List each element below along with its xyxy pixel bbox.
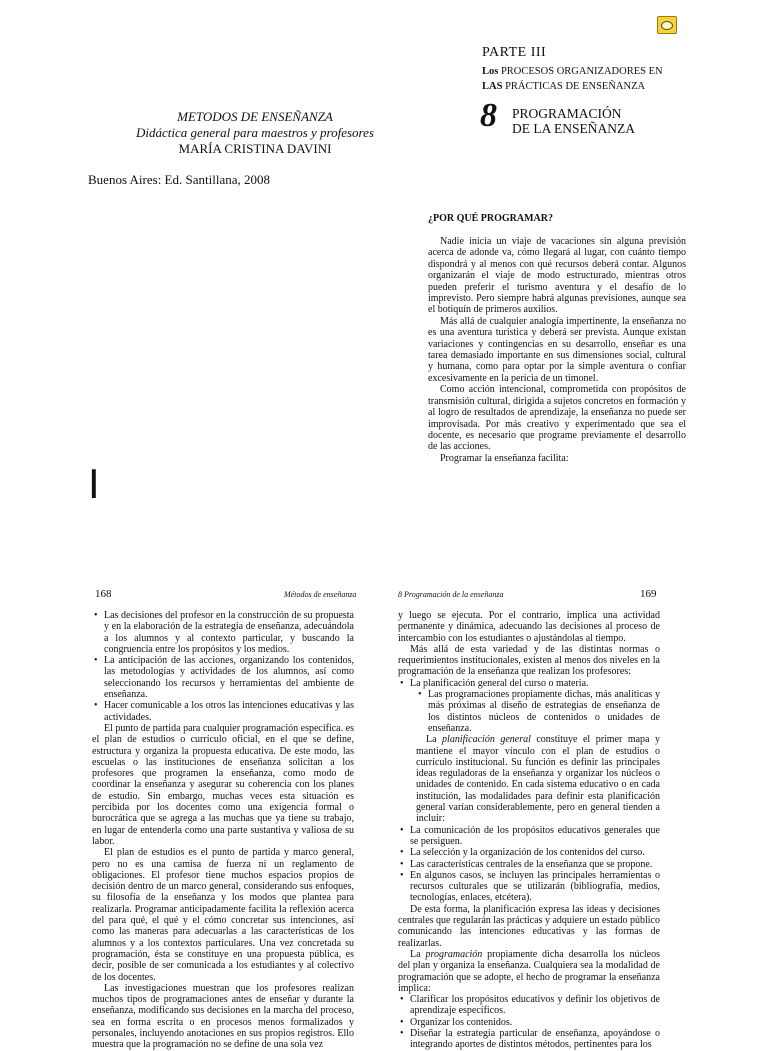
running-head-right: 8 Programación de la enseñanza (398, 590, 504, 599)
body-paragraph: y luego se ejecuta. Por el contrario, implica una actividad permanente y dinámica, adecuando las decisiones al proceso de intercambio con los estudiantes o ajustándolas al tiempo. (398, 610, 660, 644)
levels-list (398, 678, 660, 734)
list-item: • Las programaciones propiamente dichas, más analíticas y más próximas al diseño de estrategias de enseñanza de los distintos núcleos de contenidos o unidades de enseñanza. (398, 689, 660, 734)
list-item: • La selección y la organización de los contenidos del curso. (398, 847, 660, 858)
list-item: • La comunicación de los propósitos educativos generales que se persiguen. (398, 825, 660, 848)
book-subtitle: Didáctica general para maestros y profesores (136, 125, 374, 140)
page-number-left: 168 (95, 588, 112, 600)
intro-paragraph: Como acción intencional, comprometida con propósitos de transmisión cultural, dirigida a sujetos concretos en formación y al logro de resultados de aprendizaje, la enseñanza no puede ser improvisada. Por más creativo y experimentado que sea el docente, es necesario que programe previamente el desarrollo de las acciones. (428, 384, 686, 453)
part-title: PARTE III (482, 45, 547, 60)
chapter-title: PROGRAMACIÓN DE LA ENSEÑANZA (512, 106, 635, 136)
body-paragraph: El plan de estudios es el punto de partida y marco general, pero no es una camisa de fuerza ni un reglamento de obligaciones. El profesor tiene muchos espacios propios de decisión dentro de un marco general, considerando sus enfoques, su filosofía de la enseñanza y los modos que plantea para realizarla. Programar anticipadamente facilita la reflexión acerca del para qué, el qué y el cómo concretar sus intenciones, así como las maneras para adecuarlas a las características de los alumnos y a los contextos particulares. Una vez concretada su programación, ésta se constituye en una propuesta pública, es decir, posible de ser comunicada a los estudiantes y al colectivo de los docentes. (92, 847, 354, 983)
body-paragraph: Más allá de esta variedad y de las distintas normas o requerimientos institucionales, existen al menos dos niveles en la programación de la enseñanza que realizan los profesores: (398, 643, 660, 678)
publication-info: Buenos Aires: Ed. Santillana, 2008 (88, 172, 270, 187)
body-paragraph: El punto de partida para cualquier programación específica. es el plan de estudios o currículo oficial, en el que se define, estructura y organiza la propuesta educativa. De este modo, las escuelas o las instituciones de enseñanza solicitan a los profesores que programen la enseñanza, como modo de coordinar la enseñanza y asegurar su coherencia con los planes de estudio. Sin embargo, muchas veces esta situación es percibida por los docentes como una exigencia formal o burocrática que se agrega a las muchas que ya tiene su trabajo, en lugar de entenderla como una parte sustantiva y valiosa de su labor. (92, 722, 354, 847)
list-item: • En algunos casos, se incluyen las principales herramientas o recursos culturales que se utilizarán (bibliografía, medios, tecnologías, enlaces, etcétera). (398, 870, 660, 904)
implies-list (398, 994, 660, 1050)
intro-text (428, 236, 686, 464)
page-number-right: 169 (640, 588, 657, 600)
list-item: • Las decisiones del profesor en la construcción de su propuesta y en la elaboración de la estrategia de enseñanza, adecuándola a los alumnos y al contexto particular, y buscando la congruencia entre los propósitos y los medios. (92, 610, 354, 655)
list-item: • La anticipación de las acciones, organizando los contenidos, las metodologías y actividades de los alumnos, así como seleccionando los recursos y herramientas del ambiente de enseñanza. (92, 655, 354, 700)
intro-paragraph: Nadie inicia un viaje de vacaciones sin alguna previsión acerca de adonde va, cómo llegará al lugar, con cuánto tiempo dispondrá y al menos con qué recursos deberá contar. Algunos organizarán el viaje de modo estructurado, mientras otros pueden preferir el turismo aventura y el desafío de lo imprevisto. Pero siempre habrá algunas previsiones, aunque sea el botiquín de primeros auxilios. (428, 236, 686, 316)
book-author: MARÍA CRISTINA DAVINI (178, 141, 332, 156)
right-page-column (398, 610, 660, 1051)
list-item: • Clarificar los propósitos educativos y definir los objetivos de aprendizaje específicos. (398, 994, 660, 1017)
body-paragraph: La planificación general constituye el primer mapa y mantiene el mayor vínculo con el plan de estudios o currículo institucional. Su función es definir las principales ideas reguladoras de la enseñanza y organizar los núcleos o unidades de contenido. En cada sistema educativo o en cada institución, las modalidades para definir esta planificación general varían considerablemente, pero en general tienden a incluir: (416, 734, 660, 825)
running-head-left: Métodos de enseñanza (284, 590, 357, 599)
body-paragraph: Las investigaciones muestran que los profesores realizan muchos tipos de programaciones antes de enseñar y durante la enseñanza, modificando sus decisiones en la marcha del proceso, sea en forma escrita o en procesos menos formalizados y personales, incluyendo anotaciones en sus propios registros. Ello muestra que la programación no se define de una sola vez (92, 982, 354, 1051)
list-item: • Organizar los contenidos. (398, 1017, 660, 1028)
vertical-bar-glyph: I (88, 460, 100, 507)
body-paragraph: La programación propiamente dicha desarrolla los núcleos del plan y organiza la enseñanza. Cualquiera sea la modalidad de programación que se adopte, el hecho de programar la enseñanza implica: (398, 948, 661, 994)
left-page-column (92, 610, 354, 1051)
comment-annotation-icon[interactable] (657, 16, 677, 34)
includes-list (398, 825, 660, 904)
intro-paragraph: Programar la enseñanza facilita: (440, 452, 569, 464)
list-item: • Hacer comunicable a los otros las intenciones educativas y las actividades. (92, 700, 354, 723)
book-title: METODOS DE ENSEÑANZA (177, 109, 333, 124)
list-item: • La planificación general del curso o materia. (398, 678, 660, 689)
part-subtitle: Los PROCESOS ORGANIZADORES EN LAS PRÁCTICAS DE ENSEÑANZA (482, 66, 663, 92)
facilitates-list (92, 610, 354, 723)
list-item: • Diseñar la estrategia particular de enseñanza, apoyándose o integrando aportes de distintos métodos, pertinentes para los (398, 1028, 660, 1051)
section-heading: ¿POR QUÉ PROGRAMAR? (428, 213, 553, 224)
intro-paragraph: Más allá de cualquier analogía impertinente, la enseñanza no es una aventura turística y deberá ser prevista. Aunque existan variaciones y contingencias en su desarrollo, enseñar es una tarea demasiado importante en sus dimensiones social, cultural y humana, como para optar por la simple aventura o confiar excesivamente en la pericia de un timonel. (428, 315, 686, 384)
body-paragraph: De esta forma, la planificación expresa las ideas y decisiones centrales que regularán las prácticas y adquiere un estado público comunicando las intenciones educativas y las formas de realizarlas. (398, 903, 660, 949)
list-item: • Las características centrales de la enseñanza que se propone. (398, 859, 660, 870)
chapter-number: 8 (480, 97, 497, 134)
